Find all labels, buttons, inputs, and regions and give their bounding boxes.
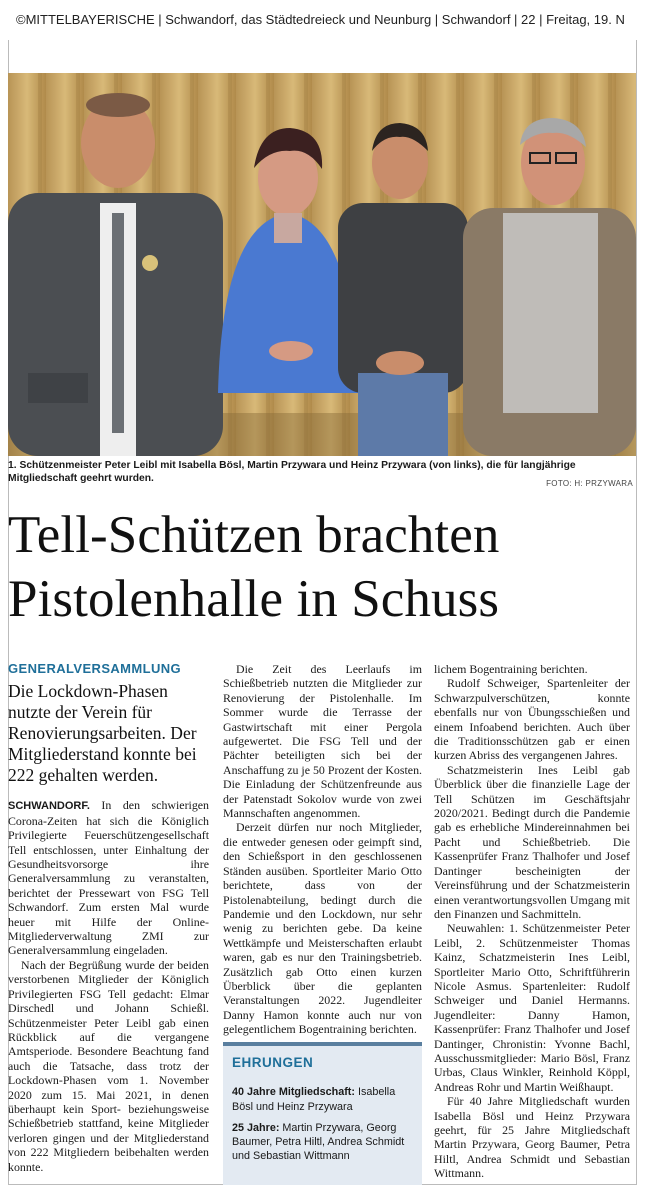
honor-entry	[232, 1085, 414, 1114]
paragraph: Nach der Begrüßung wurde der beiden verstorbenen Mitglieder der Königlich Privilegierten FSG Tell gedacht: Elmar Dirschedl und Johann Schießl. Schützenmeister Peter Leibl gab einen Rückblick auf die vergangene Amtsperiode. Besondere Beachtung fand auch die Tatsache, dass trotz der Lockdown-Phasen vom 1. November 2020 zum 15. Mai 2021, in denen überhaupt kein Sport- beziehungsweise Schießbetrieb stattfand, keine Mitglieder verloren gingen und der Mitgliederstand von 222 Mitgliedern beibehalten werden konnte.	[8, 957, 209, 1174]
paragraph: Rudolf Schweiger, Spartenleiter der Schwarzpulverschützen, konnte ebenfalls nur von Übungsschießen und einem Infoabend berichten. Auch über die Traditionsschützen gab er einen kurzen Abriss des vergangenen Jahres.	[434, 676, 630, 763]
photo-caption: 1. Schützenmeister Peter Leibl mit Isabella Bösl, Martin Przywara und Heinz Przywara (von links), die für langjährige Mitgliedschaft geehrt wurden.	[8, 460, 576, 484]
page-header: ©MITTELBAYERISCHE | Schwandorf, das Städtedreieck und Neunburg | Schwandorf | 22 | Freitag, 19. N	[16, 12, 625, 27]
group-photo	[8, 73, 636, 456]
paragraph: Die Zeit des Leerlaufs im Schießbetrieb nutzten die Mitglieder zur Renovierung der Pistolenhalle. Im Sommer wurde die Terrasse der Gastwirtschaft mit einer Pergola aufgewertet. Die FSG Tell und der Pächter beteiligten sich bei der Anschaffung zu je 50 Prozent der Kosten. Die Einladung der Schützenfreunde aus der Patenstadt Sokolov wurde von zwei Mannschaften angenommen.	[223, 662, 422, 821]
paragraph: Schatzmeisterin Ines Leibl gab Überblick über die finanzielle Lage der Tell Schützen im Geschäftsjahr 2020/2021. Bedingt durch die Pandemie gab es erhebliche Mindereinnahmen bei Pacht und Schießbetrieb. Die Kassenprüfer Franz Thalhofer und Josef Dantinger bescheinigten der Vereinsführung und der Schatzmeisterin einen verantwortungsvollen Umgang mit den Finanzen und Sachmitteln.	[434, 762, 630, 921]
headline-line-1: Tell-Schützen brachten	[8, 506, 500, 564]
paragraph: Für 40 Jahre Mitgliedschaft wurden Isabella Bösl und Heinz Przywara geehrt, für 25 Jahre Mitgliedschaft Martin Przywara, Georg Baumer, Petra Hiltl, Andrea Schmidt und Sebastian Wittmann.	[434, 1094, 630, 1181]
paragraph: Neuwahlen: 1. Schützenmeister Peter Leibl, 2. Schützenmeister Thomas Kainz, Schatzmeisterin Ines Leibl, Sportleiter Mario Otto, Schriftführerin Nicole Asmus. Spartenleiter: Rudolf Schweiger und Daniel Hermanns. Jugendleiter: Danny Hamon, Kassenprüfer: Franz Thalhofer und Josef Dantinger, Chronistin: Yvonne Bachl, Ausschussmitglieder: Mario Bösl, Franz Urbas, Claus Winkler, Reinhold Köppl, Andreas Rohr und Martin Weißhaupt.	[434, 921, 630, 1094]
honor-label: 25 Jahre:	[232, 1121, 280, 1134]
article-column-3	[434, 662, 630, 1181]
paragraph: lichem Bogentraining berichten.	[434, 662, 588, 676]
honor-names: Martin Przywara, Georg Baumer, Petra Hiltl, Andrea Schmidt und Sebastian Wittmann	[232, 1121, 405, 1163]
paragraph: Derzeit dürfen nur noch Mitglieder, die entweder genesen oder geimpft sind, den Schießsport in den geschlossenen Ständen ausüben. Sportleiter Mario Otto berichtete, dass von der Pistolenabteilung, bedingt durch die Pandemie und den Lockdown, nur sehr wenig zu berichten gebe. Da keine Wettkämpfe und Meisterschaften erlaubt waren, gab es nur den Trainingsbetrieb. Zusätzlich gab Otto einen kurzen Überblick über die geplanten Veranstaltungen 2022. Jugendleiter Danny Hamon konnte auch nur von gelegentlichem Bogentraining berichten.	[223, 820, 422, 1037]
honor-names: Isabella Bösl und Heinz Przywara	[232, 1086, 396, 1113]
dateline: SCHWANDORF.	[8, 800, 90, 813]
article-column-1	[8, 662, 209, 1174]
article-column-2	[223, 662, 422, 1037]
kicker: GENERALVERSAMMLUNG	[8, 661, 182, 676]
honors-box	[223, 1042, 422, 1185]
teaser: Die Lockdown-Phasen nutzte der Verein für Renovierungsarbeiten. Der Mitgliederstand konnte bei 222 gehalten werden.	[8, 681, 197, 786]
honor-label: 40 Jahre Mitgliedschaft:	[232, 1086, 355, 1099]
honor-entry	[232, 1121, 414, 1164]
headline	[8, 503, 636, 631]
paragraph	[8, 798, 209, 957]
headline-line-2: Pistolenhalle in Schuss	[8, 570, 500, 628]
paragraph-text: In den schwierigen Corona-Zeiten hat sich die Königlich Privilegierte Feuerschützengesellschaft Tell entschlossen, unter Einhaltung der Gesundheitsvorsorge ihre Generalversammlung zu veranstalten, berichtet der Pressewart von FSG Tell Schwandorf. Zum ersten Mal wurde heuer mit Hilfe der Online-Mitgliederverwaltung ZMI zur Generalversammlung eingeladen.	[8, 798, 209, 958]
box-title: EHRUNGEN	[232, 1055, 314, 1070]
photo-credit: FOTO: H: PRZYWARA	[546, 479, 633, 488]
